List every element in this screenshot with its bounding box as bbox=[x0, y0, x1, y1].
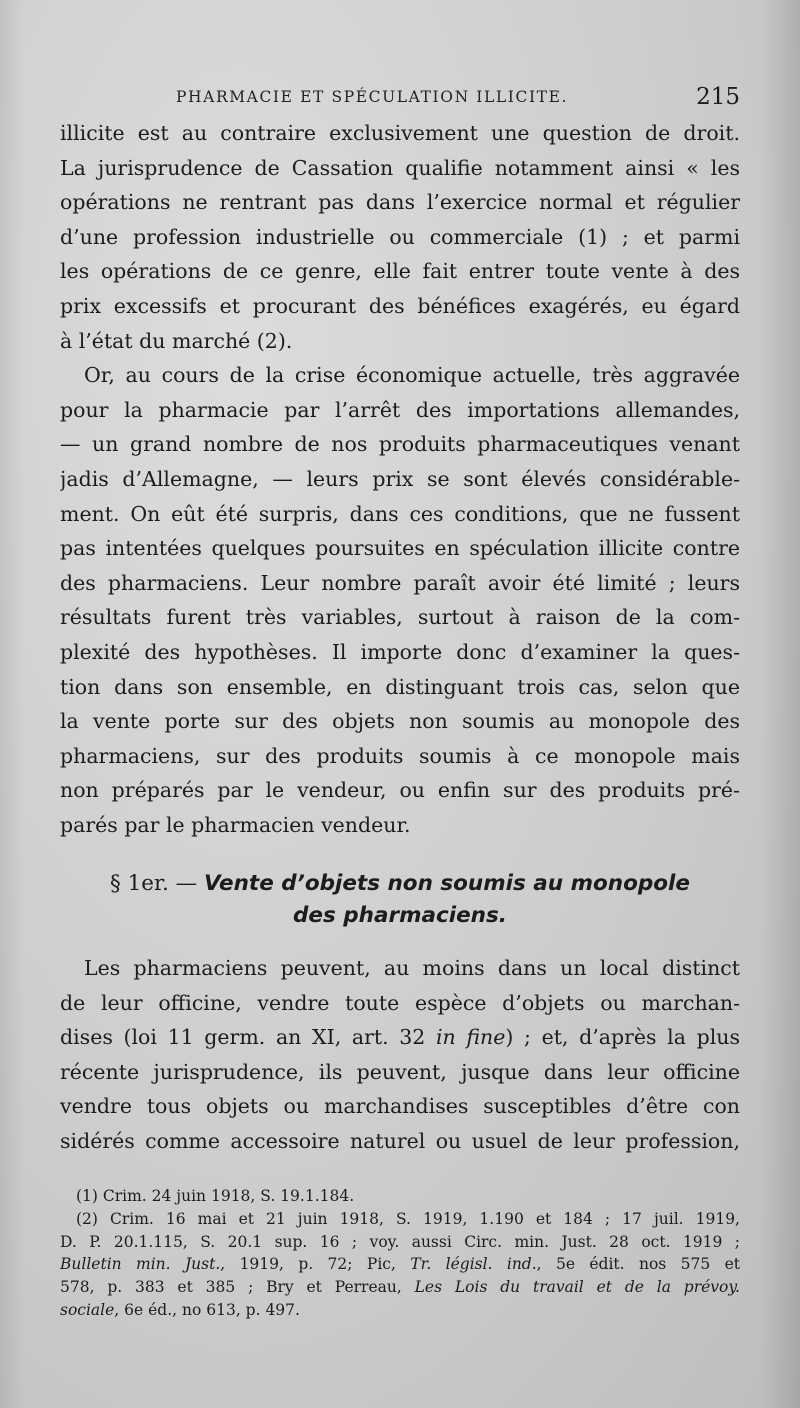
text-line: Les pharmaciens peuvent, au moins dans un local distinct bbox=[84, 956, 740, 980]
footnote-1: (1) Crim. 24 juin 1918, S. 19.1.184. bbox=[76, 1187, 355, 1205]
footnote-2-line bbox=[60, 1299, 740, 1322]
page-edge-shadow bbox=[760, 0, 800, 1408]
text-span: ) ; et, d’après la plus bbox=[505, 1025, 740, 1050]
text-line: ment. On eût été surpris, dans ces conditions, que ne fussent bbox=[60, 501, 740, 526]
footnote-2-line bbox=[60, 1253, 740, 1276]
text-line: opérations ne rentrant pas dans l’exercice normal et régulier bbox=[60, 190, 740, 215]
section-mark: § 1er. — bbox=[110, 871, 204, 896]
text-span: dises (loi 11 germ. an XI, art. 32 bbox=[60, 1025, 436, 1050]
section-title-line-2: des pharmaciens. bbox=[293, 903, 507, 928]
running-head bbox=[176, 84, 740, 110]
page-number: 215 bbox=[696, 84, 740, 110]
italic-text: sociale bbox=[60, 1300, 115, 1319]
text-line: pharmaciens, sur des produits soumis à ce monopole mais bbox=[60, 743, 740, 768]
page-gutter-shadow bbox=[0, 0, 25, 1408]
text-line: La jurisprudence de Cassation qualifie notamment ainsi « les bbox=[60, 155, 740, 180]
text-line: parés par le pharmacien vendeur. bbox=[60, 812, 411, 837]
footnotes bbox=[60, 1185, 740, 1322]
italic-text: in fine bbox=[435, 1025, 506, 1050]
text-line: plexité des hypothèses. Il importe donc d’examiner la ques- bbox=[60, 639, 740, 664]
text-line bbox=[60, 1020, 740, 1055]
body-text-lower bbox=[60, 951, 740, 1159]
paragraph-1 bbox=[60, 116, 740, 358]
text-line: résultats furent très variables, surtout à raison de la com- bbox=[60, 605, 740, 630]
text-line: d’une profession industrielle ou commerciale (1) ; et parmi bbox=[60, 224, 740, 249]
text-line: — un grand nombre de nos produits pharmaceutiques venant bbox=[60, 432, 740, 457]
text-line: sidérés comme accessoire naturel ou usuel de leur profession, bbox=[60, 1128, 740, 1153]
text-line: les opérations de ce genre, elle fait entrer toute vente à des bbox=[60, 259, 740, 284]
text-line: pas intentées quelques poursuites en spéculation illicite contre bbox=[60, 536, 740, 561]
text-line: tion dans son ensemble, en distinguant trois cas, selon que bbox=[60, 674, 740, 699]
text-line: à l’état du marché (2). bbox=[60, 328, 293, 353]
text-span: , 5e édit. nos 575 et bbox=[536, 1255, 740, 1274]
text-line: Or, au cours de la crise économique actuelle, très aggravée bbox=[84, 363, 740, 388]
section-heading bbox=[60, 868, 740, 932]
section-title-line-1: Vente d’objets non soumis au monopole bbox=[203, 871, 690, 896]
section-heading-line-1 bbox=[60, 868, 740, 900]
footnote-2-line: D. P. 20.1.115, S. 20.1 sup. 16 ; voy. aussi Circ. min. Just. 28 oct. 1919 ; bbox=[60, 1232, 740, 1251]
running-title: PHARMACIE ET SPÉCULATION ILLICITE. bbox=[176, 88, 569, 106]
text-line: jadis d’Allemagne, — leurs prix se sont élevés considérable- bbox=[60, 466, 740, 491]
italic-text: Les Lois du travail et de la prévoy. bbox=[414, 1278, 740, 1297]
italic-text: Bulletin min. Just. bbox=[60, 1255, 221, 1274]
text-line: illicite est au contraire exclusivement une question de droit. bbox=[60, 121, 740, 145]
footnote-2-line bbox=[60, 1276, 740, 1299]
text-line: la vente porte sur des objets non soumis au monopole des bbox=[60, 709, 740, 734]
body-text-upper bbox=[60, 116, 740, 842]
text-line: pour la pharmacie par l’arrêt des importations allemandes, bbox=[60, 397, 740, 422]
text-span: 578, p. 383 et 385 ; Bry et Perreau, bbox=[60, 1278, 415, 1297]
text-span: , 6e éd., no 613, p. 497. bbox=[114, 1300, 300, 1319]
text-line: récente jurisprudence, ils peuvent, jusque dans leur officine bbox=[60, 1059, 740, 1084]
text-line: de leur officine, vendre toute espèce d’objets ou marchan- bbox=[60, 990, 740, 1015]
text-line: des pharmaciens. Leur nombre paraît avoir été limité ; leurs bbox=[60, 570, 740, 595]
paragraph-2 bbox=[60, 358, 740, 842]
italic-text: Tr. législ. ind. bbox=[410, 1255, 537, 1274]
text-span: , 1919, p. 72; Pic, bbox=[220, 1255, 411, 1274]
text-line: vendre tous objets ou marchandises susceptibles d’être con bbox=[60, 1094, 740, 1119]
footnote-2-line: (2) Crim. 16 mai et 21 juin 1918, S. 1919, 1.190 et 184 ; 17 juil. 1919, bbox=[76, 1209, 740, 1228]
text-line: prix excessifs et procurant des bénéfices exagérés, eu égard bbox=[60, 293, 740, 318]
text-line: non préparés par le vendeur, ou enfin sur des produits pré- bbox=[60, 778, 740, 803]
